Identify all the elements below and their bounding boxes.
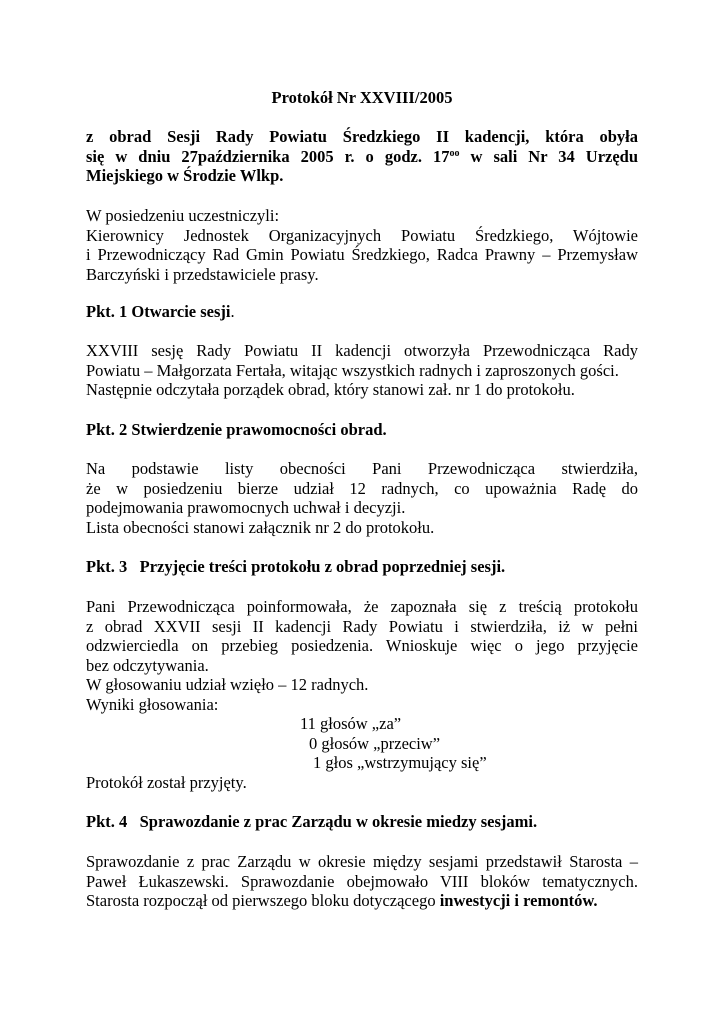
bold-emphasis: inwestycji i remontów. — [439, 891, 598, 911]
document-title: Protokół Nr XXVIII/2005 — [271, 88, 453, 107]
pkt2-paragraph — [86, 459, 638, 537]
pkt1-heading: Pkt. 1 Otwarcie sesji. — [86, 302, 235, 321]
pkt4-heading: Pkt. 4 Sprawozdanie z prac Zarządu w okresie miedzy sesjami. — [86, 812, 538, 831]
paragraph-line: Paweł Łukaszewski. Sprawozdanie obejmowało VIII bloków tematycznych. — [86, 871, 638, 891]
paragraph-line: W głosowaniu udział wzięło – 12 radnych. — [86, 675, 369, 695]
attendance-paragraph — [86, 206, 638, 284]
paragraph-line: i Przewodniczący Rad Gmin Powiatu Średzkiego, Radca Prawny – Przemysław — [86, 245, 638, 265]
pkt2-heading: Pkt. 2 Stwierdzenie prawomocności obrad. — [86, 420, 387, 439]
vote-for: 11 głosów „za” — [300, 714, 402, 733]
pkt4-paragraph — [86, 852, 638, 911]
vote-against: 0 głosów „przeciw” — [309, 733, 441, 753]
session-heading-line: się w dniu 27października 2005 r. o godz. $17^{oo}$ w sali Nr 34 Urzędu — [86, 146, 639, 166]
vote-abstain: 1 głos „wstrzymujący się” — [313, 753, 487, 773]
paragraph-line: Starosta rozpoczął od pierwszego bloku dotyczącego inwestycji i remontów. — [86, 891, 598, 911]
paragraph-line: Powiatu – Małgorzata Fertała, witając wszystkich radnych i zaproszonych gości. — [86, 360, 619, 380]
paragraph-line: Sprawozdanie z prac Zarządu w okresie między sesjami przedstawił Starosta – — [86, 852, 638, 871]
session-heading — [86, 127, 638, 186]
paragraph-line: Kierownicy Jednostek Organizacyjnych Powiatu Średzkiego, Wójtowie — [86, 225, 638, 245]
pkt3-paragraph — [86, 597, 638, 715]
paragraph-line: Barczyński i przedstawiciele prasy. — [86, 264, 319, 284]
paragraph-line: że w posiedzeniu bierze udział 12 radnych, co upoważnia Radę do — [86, 478, 638, 498]
session-heading-line: z obrad Sesji Rady Powiatu Średzkiego II kadencji, która obyła — [86, 127, 638, 146]
paragraph-line: Pani Przewodnicząca poinformowała, że zapoznała się z treścią protokołu — [86, 597, 638, 616]
paragraph-line: odzwierciedla on przebieg posiedzenia. Wnioskuje więc o jego przyjęcie — [86, 636, 638, 656]
pkt3-heading: Pkt. 3 Przyjęcie treści protokołu z obrad poprzedniej sesji. — [86, 557, 506, 576]
pkt1-paragraph — [86, 341, 638, 400]
paragraph-line: z obrad XXVII sesji II kadencji Rady Powiatu i stwierdziła, iż w pełni — [86, 616, 638, 636]
vote-results — [300, 714, 487, 773]
pkt3-result: Protokół został przyjęty. — [86, 773, 247, 792]
attendance-intro: W posiedzeniu uczestniczyli: — [86, 206, 280, 225]
paragraph-line: Lista obecności stanowi załącznik nr 2 do protokołu. — [86, 517, 435, 537]
paragraph-line: bez odczytywania. — [86, 655, 209, 675]
paragraph-line: podejmowania prawomocnych uchwał i decyzji. — [86, 498, 406, 518]
paragraph-line: XXVIII sesję Rady Powiatu II kadencji otworzyła Przewodnicząca Rady — [86, 341, 638, 360]
time-superscript: oo — [449, 147, 460, 159]
paragraph-line: Wyniki głosowania: — [86, 694, 219, 714]
paragraph-line: Na podstawie listy obecności Pani Przewodnicząca stwierdziła, — [86, 459, 638, 478]
session-heading-line: Miejskiego w Środzie Wlkp. — [86, 166, 284, 186]
paragraph-line: Następnie odczytała porządek obrad, który stanowi zał. nr 1 do protokołu. — [86, 380, 575, 400]
